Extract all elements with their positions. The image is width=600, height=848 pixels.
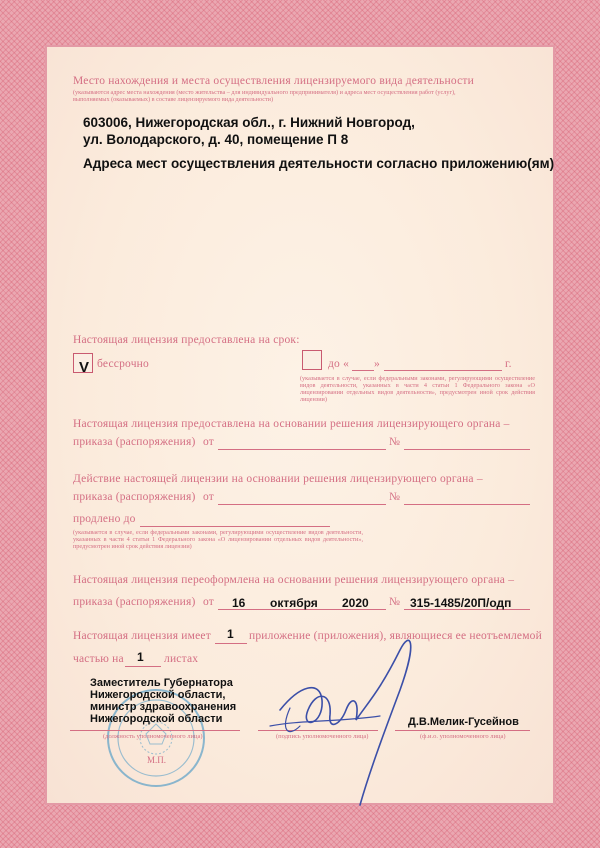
address-line-2: ул. Володарского, д. 40, помещение П 8 [83, 132, 349, 147]
reissue-month: октября [270, 596, 318, 610]
reissue-number-label: № [389, 596, 401, 608]
reissue-number: 315-1485/20П/одп [410, 596, 512, 610]
granted-number-line [404, 449, 530, 450]
signature-caption: (подпись уполномоченного лица) [276, 733, 369, 740]
attachments-count: 1 [227, 627, 234, 641]
until-date-line [384, 370, 502, 371]
handwritten-signature [260, 630, 430, 810]
place-title: Место нахождения и места осуществления лицензируемого вида деятельности [73, 75, 474, 87]
extension-number-label: № [389, 491, 401, 503]
until-checkbox [302, 350, 322, 370]
seal-label: М.П. [147, 755, 167, 765]
extension-from-label: от [203, 491, 215, 503]
position-caption: (должность уполномоченного лица) [103, 733, 203, 740]
reissue-from-label: от [203, 596, 215, 608]
extension-date-line [218, 504, 386, 505]
granted-from-label: от [203, 436, 215, 448]
attachments-part-label: частью на [73, 653, 124, 665]
granted-number-label: № [389, 436, 401, 448]
position-line-3: министр здравоохранения [90, 701, 237, 713]
year-suffix: г. [505, 358, 512, 370]
extended-label: продлено до [73, 513, 136, 525]
until-label: до « [328, 358, 350, 370]
indefinite-label: бессрочно [97, 358, 149, 370]
granted-date-line [218, 449, 386, 450]
extension-number-line [404, 504, 530, 505]
until-note: (указывается в случае, если федеральными законами, регулирующими осуществление видов деятельности, указанных в части 4 статьи 1 Федерального закона «О лицензировании отдельных видов деятельности», предусмотрен иной срок действия лицензии) [300, 375, 535, 403]
reissue-day: 16 [232, 596, 246, 610]
position-line-4: Нижегородской области [90, 713, 223, 725]
reissue-year: 2020 [342, 596, 369, 610]
attachments-count-line [215, 643, 247, 644]
attachments-text-after: приложение (приложения), являющиеся ее неотъемлемой [249, 630, 542, 642]
extension-title: Действие настоящей лицензии на основании решения лицензирующего органа – [73, 473, 483, 485]
attachments-text-before: Настоящая лицензия имеет [73, 630, 211, 642]
extended-note: (указывается в случае, если федеральными законами, регулирующими осуществление видов деятельности, указанных в части 4 статьи 1 Федерального закона «О лицензировании отдельных видов деятельности», предусмотрен иной срок действия лицензии) [73, 529, 363, 550]
signatory-name: Д.В.Мелик-Гусейнов [408, 716, 519, 728]
position-line-1: Заместитель Губернатора [90, 677, 233, 689]
place-note-1: (указываются адрес места нахождения (место жительства – для индивидуального предпринимателя) и адреса мест осуществления работ (услуг), [73, 89, 456, 96]
granted-order-label: приказа (распоряжения) [73, 436, 196, 448]
attachments-pages: 1 [137, 650, 144, 664]
position-line-2: Нижегородской области, [90, 689, 226, 701]
extended-line [140, 526, 330, 527]
address-line-1: 603006, Нижегородская обл., г. Нижний Новгород, [83, 115, 415, 130]
term-title: Настоящая лицензия предоставлена на срок: [73, 334, 300, 346]
attachments-pages-label: листах [164, 653, 199, 665]
place-note-2: выполняемых (оказываемых) в составе лицензируемого вида деятельности) [73, 96, 274, 103]
name-caption: (ф.и.о. уполномоченного лица) [420, 733, 506, 740]
attachments-pages-line [125, 666, 161, 667]
check-mark: V [79, 359, 90, 376]
address-line-3: Адреса мест осуществления деятельности согласно приложению(ям) [83, 156, 555, 171]
reissue-order-label: приказа (распоряжения) [73, 596, 196, 608]
until-quote: » [374, 358, 380, 370]
extension-order-label: приказа (распоряжения) [73, 491, 196, 503]
granted-title: Настоящая лицензия предоставлена на основании решения лицензирующего органа – [73, 418, 510, 430]
position-line [70, 730, 240, 731]
reissue-title: Настоящая лицензия переоформлена на основании решения лицензирующего органа – [73, 574, 515, 586]
until-day-line [352, 370, 374, 371]
